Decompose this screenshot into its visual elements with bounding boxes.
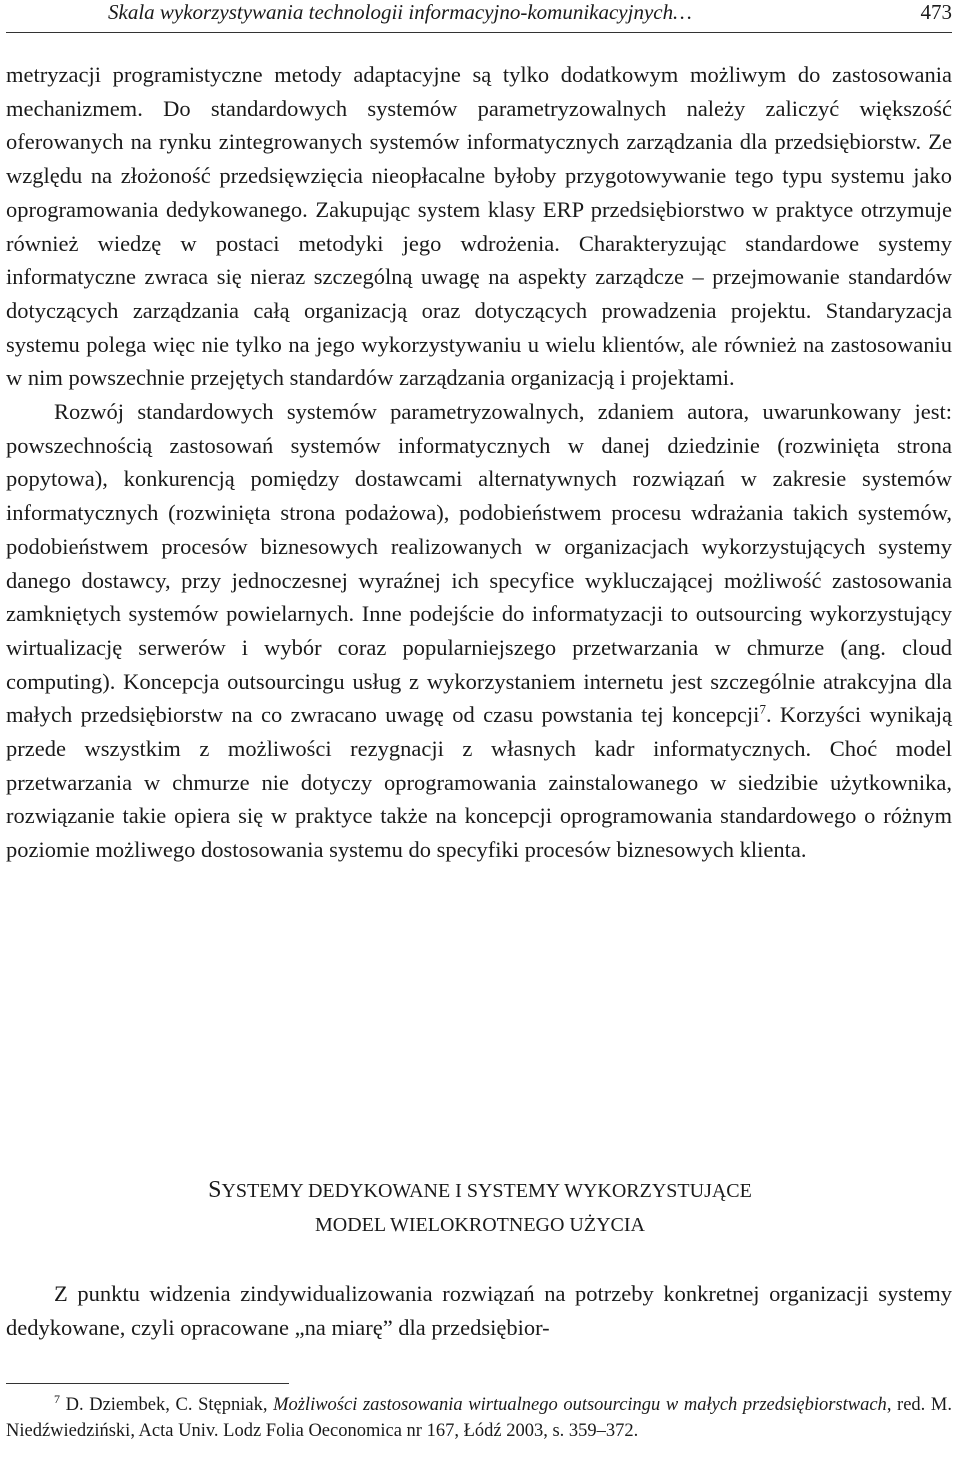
paragraph: Z punktu widzenia zindywidualizowania rozwiązań na potrzeby konkretnej organizacji systemy dedykowane, czyli opracowane „na miarę” dla przedsiębior- bbox=[6, 1281, 952, 1340]
footnote-authors: D. Dziembek, C. Stępniak, bbox=[60, 1395, 274, 1415]
footnote-separator bbox=[6, 1383, 289, 1384]
paragraph-text: . Korzyści wynikają przede wszystkim z możliwości rezygnacji z własnych kadr informatycznych. Choć model przetwarzania w chmurze nie dotyczy oprogramowania zainstalowanego w siedzibie użytkownika, rozwiązanie takie opiera się w praktyce także na koncepcji oprogramowania standardowego o różnym poziomie możliwego dostosowania systemu do specyfiki procesów biznesowych klienta. bbox=[6, 702, 953, 863]
page-number: 473 bbox=[920, 0, 952, 24]
paragraph bbox=[6, 395, 952, 867]
footnote bbox=[6, 1393, 952, 1444]
section-heading-initial: S bbox=[208, 1177, 222, 1203]
footnote-reference: 7 bbox=[759, 701, 766, 717]
running-title: Skala wykorzystywania technologii informacyjno-komunikacyjnych… bbox=[108, 0, 692, 24]
section-heading bbox=[0, 1172, 960, 1209]
footnote-title: Możliwości zastosowania wirtualnego outsourcingu w małych przedsiębiorstwach bbox=[273, 1395, 887, 1415]
section-heading-line1: YSTEMY DEDYKOWANE I SYSTEMY WYKORZYSTUJĄCE bbox=[221, 1180, 752, 1202]
running-header bbox=[6, 0, 952, 33]
footnote-details: , red. M. Niedźwiedziński, Acta Univ. Lodz Folia Oeconomica nr 167, Łódź 2003, s. 359–372. bbox=[6, 1395, 952, 1441]
main-text bbox=[6, 58, 952, 867]
section-text bbox=[6, 1277, 952, 1345]
footnote-marker: 7 bbox=[54, 1391, 60, 1406]
footnote-text bbox=[6, 1393, 952, 1444]
paragraph: metryzacji programistyczne metody adaptacyjne są tylko dodatkowym możliwym do zastosowania mechanizmem. Do standardowych systemów parametryzowalnych należy zaliczyć większość oferowanych na rynku zintegrowanych systemów informatycznych zarządzania dla przedsiębiorstw. Ze względu na złożoność przedsięwzięcia nieopłacalne byłoby przygotowywanie tego typu systemu jako oprogramowania dedykowanego. Zakupując system klasy ERP przedsiębiorstwo w praktyce otrzymuje również wiedzę w postaci metodyki jego wdrożenia. Charakteryzując standardowe systemy informatyczne zwraca się nieraz szczególną uwagę na aspekty zarządcze – przejmowanie standardów dotyczących zarządzania całą organizacją oraz dotyczących prowadzenia projektu. Standaryzacja systemu polega więc nie tylko na jego wykorzystywaniu u wielu klientów, ale również na zastosowaniu w nim powszechnie przejętych standardów zarządzania organizacją i projektami. bbox=[6, 62, 952, 391]
section-heading-line2: MODEL WIELOKROTNEGO UŻYCIA bbox=[315, 1214, 645, 1236]
paragraph-text: Rozwój standardowych systemów parametryzowalnych, zdaniem autora, uwarunkowany jest: powszechnością zastosowań systemów informatycznych w danej dziedzinie (rozwinięta strona popytowa), konkurencją pomiędzy dostawcami alternatywnych rozwiązań w zakresie systemów informatycznych (rozwinięta strona podażowa), podobieństwem procesu wdrażania takich systemów, podobieństwem procesów biznesowych realizowanych w organizacjach wykorzystujących systemy danego dostawcy, przy jednoczesnej wyraźnej ich specyfice wykluczającej możliwość zastosowania zamkniętych systemów powielarnych. Inne podejście do informatyzacji to outsourcing wykorzystujący wirtualizację serwerów i wybór coraz popularniejszego przetwarzania w chmurze (ang. cloud computing). Koncepcja outsourcingu usług z wykorzystaniem internetu jest szczególnie atrakcyjna dla małych przedsiębiorstw na co zwracano uwagę od czasu powstania tej koncepcji bbox=[6, 399, 952, 728]
